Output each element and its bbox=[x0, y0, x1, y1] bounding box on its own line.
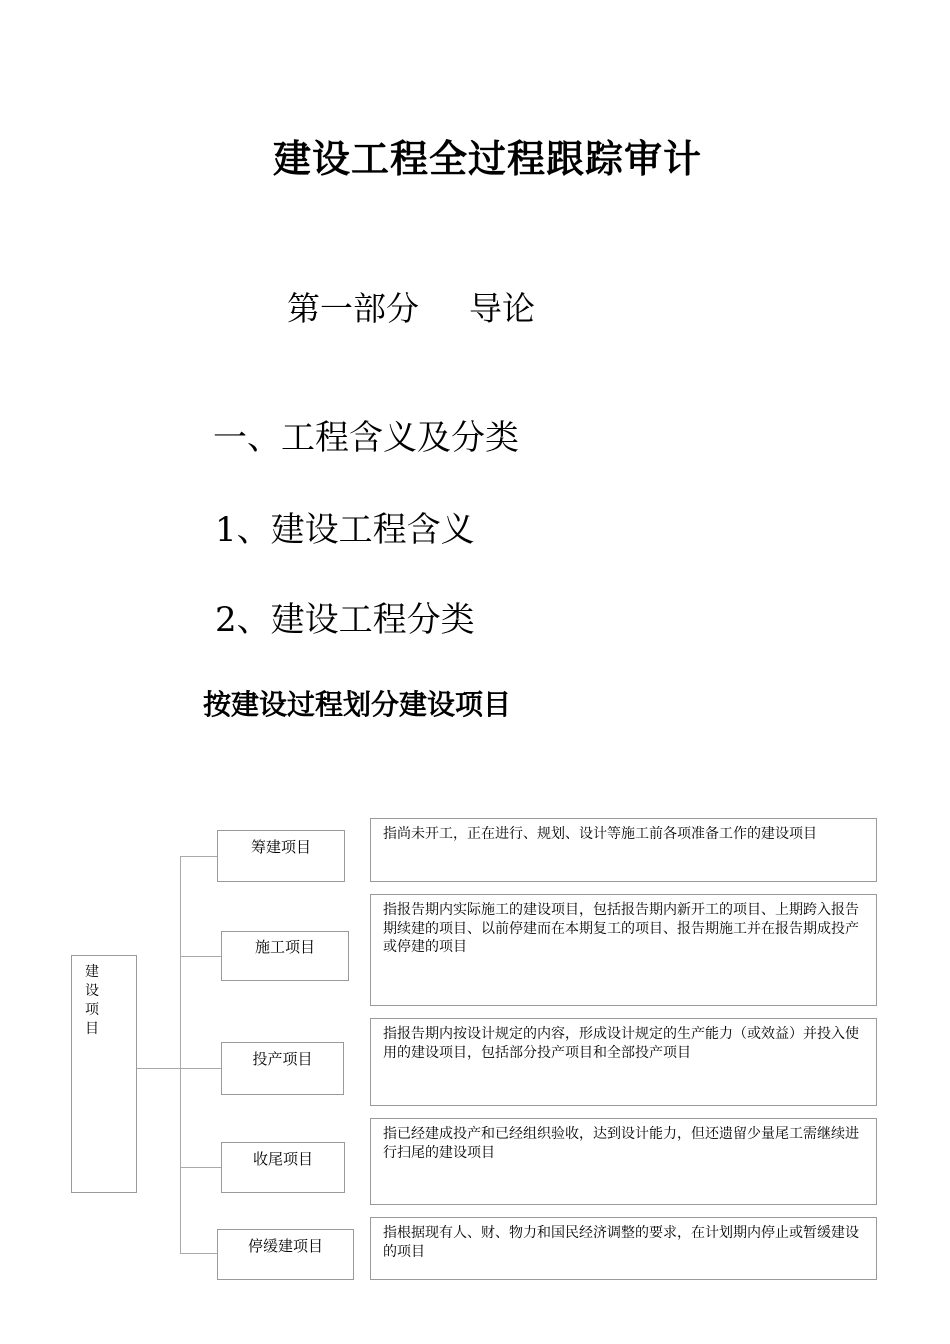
connector-branch bbox=[180, 1253, 218, 1254]
part-label: 第一部分 bbox=[287, 289, 419, 328]
desc-finishing: 指已经建成投产和已经组织验收，达到设计能力，但还遗留少量尾工需继续进行扫尾的建设项目 bbox=[370, 1118, 877, 1205]
connector-trunk bbox=[180, 856, 181, 1253]
subsection-heading-1: 1、建设工程含义 bbox=[215, 510, 475, 550]
node-operation: 投产项目 bbox=[221, 1042, 344, 1095]
node-suspended: 停缓建项目 bbox=[217, 1229, 354, 1280]
connector-branch bbox=[180, 1167, 222, 1168]
desc-construction: 指报告期内实际施工的建设项目，包括报告期内新开工的项目、上期跨入报告期续建的项目、以前停建而在本期复工的项目、报告期施工并在报告期成投产或停建的项目 bbox=[370, 894, 877, 1006]
part-heading bbox=[287, 283, 535, 330]
connector-branch bbox=[180, 956, 222, 957]
node-construction: 施工项目 bbox=[221, 931, 349, 981]
root-node: 建 设 项 目 bbox=[71, 955, 137, 1193]
section-heading: 一、工程含义及分类 bbox=[213, 418, 519, 458]
connector-root bbox=[137, 1068, 181, 1069]
part-name: 导论 bbox=[469, 289, 535, 328]
connector-branch bbox=[180, 1068, 222, 1069]
document-title: 建设工程全过程跟踪审计 bbox=[272, 137, 702, 181]
desc-suspended: 指根据现有人、财、物力和国民经济调整的要求，在计划期内停止或暂缓建设的项目 bbox=[370, 1217, 877, 1280]
diagram-heading: 按建设过程划分建设项目 bbox=[203, 688, 512, 721]
desc-preparation: 指尚未开工，正在进行、规划、设计等施工前各项准备工作的建设项目 bbox=[370, 818, 877, 882]
subsection-heading-2: 2、建设工程分类 bbox=[215, 600, 475, 640]
connector-branch bbox=[180, 856, 218, 857]
node-finishing: 收尾项目 bbox=[221, 1142, 345, 1193]
node-preparation: 筹建项目 bbox=[217, 830, 345, 882]
desc-operation: 指报告期内按设计规定的内容，形成设计规定的生产能力（或效益）并投入使用的建设项目，包括部分投产项目和全部投产项目 bbox=[370, 1018, 877, 1106]
